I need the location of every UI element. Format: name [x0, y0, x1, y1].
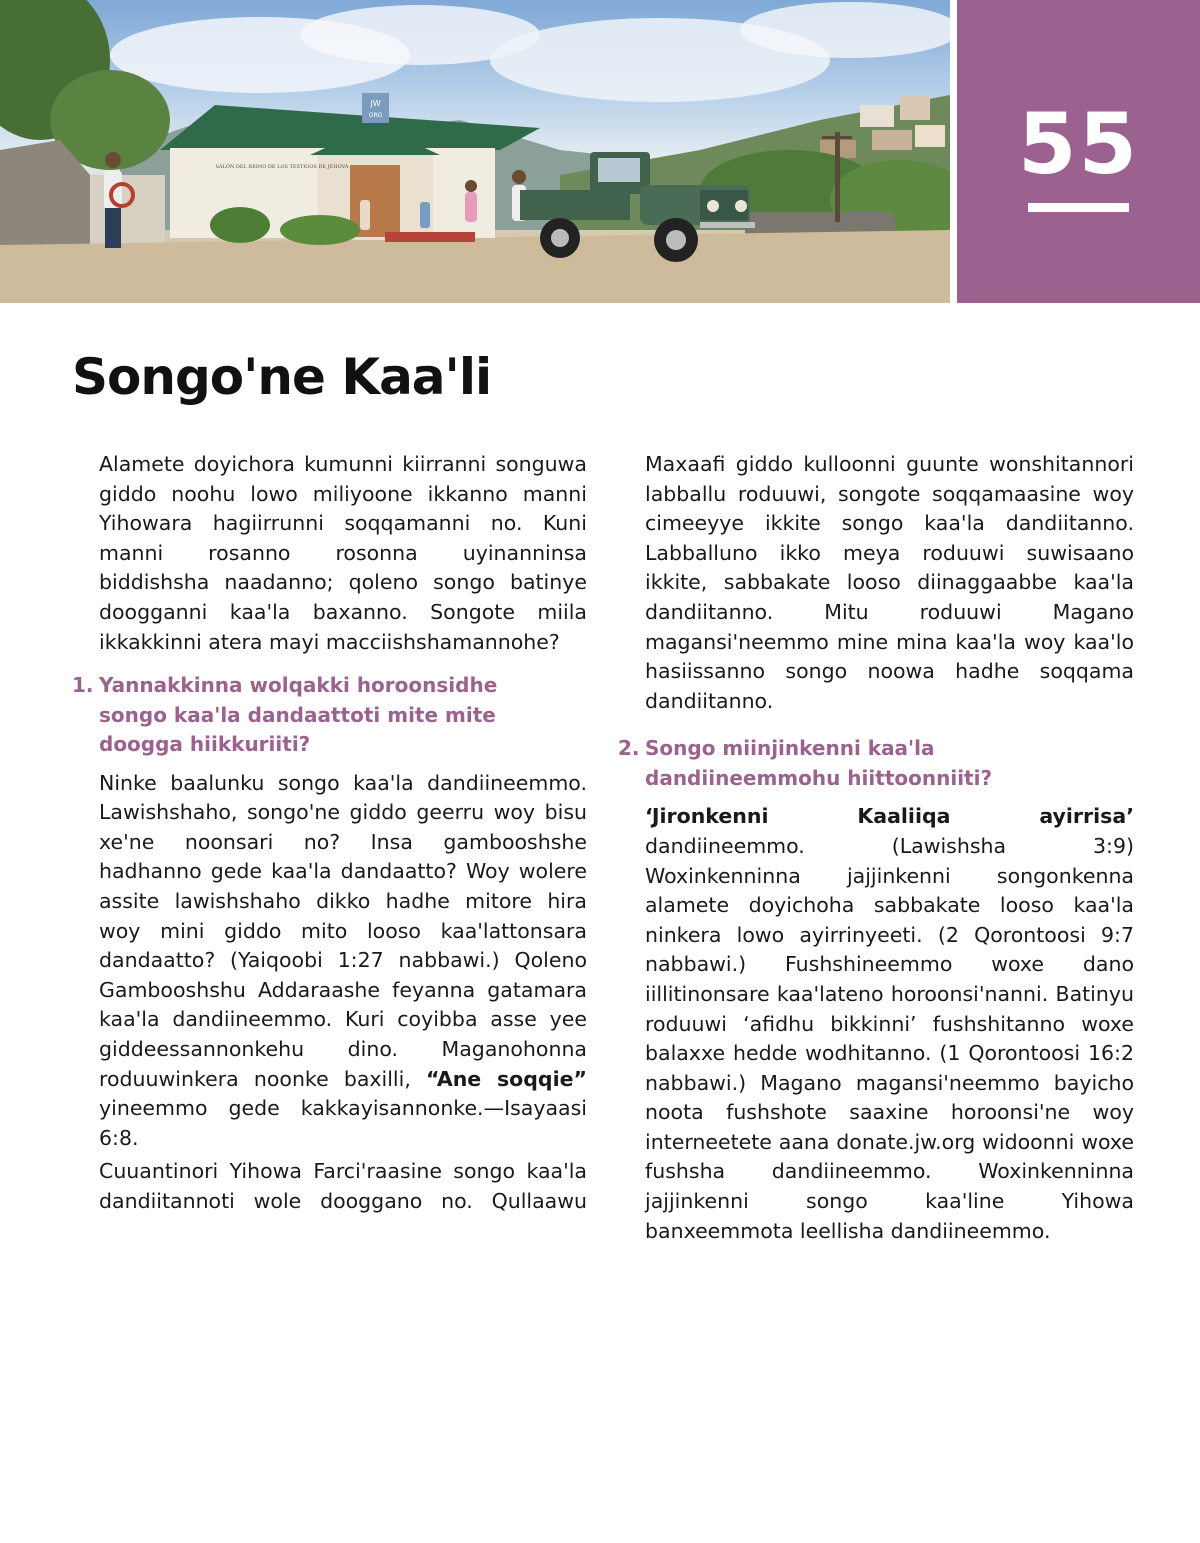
- paragraph-1-text: Ninke baalunku songo kaa'la dandiineemmo. Lawishshaho, songo'ne giddo geerru woy bisu xe'ne noonsari no? Insa gambooshshe hadhanno gede kaa'la dandaatto? Woy wolere assite lawishshaho dikko hadhe mitore hira woy mini giddo mito looso kaa'lattonsara dandaatto? (Yaiqoobi 1:27 nabbawi.) Qoleno Gambooshshu Addaraashe feyanna gatamara kaa'la dandiineemmo. Kuri coyibba asse yee giddeessannonkehu dino. Maganohonna roduuwinkera noonke baxilli,: [99, 770, 587, 1091]
- paragraph-3-emphasis: ‘Jironkenni Kaaliiqa ayirrisa’: [645, 804, 1134, 829]
- page-title: Songo'ne Kaa'li: [72, 348, 492, 406]
- paragraph-1: [99, 769, 587, 1154]
- intro-paragraph: Alamete doyichora kumunni kiirranni songuwa giddo noohu lowo miliyoone ikkanno manni Yihowara hagiirrunni soqqamanni no. Kuni manni rosanno rosonna uyinanninsa biddishsha naadanno; qoleno songo batinye doogganni kaa'la baxanno. Songote miila ikkakkinni atera mayi macciishshamannohe?: [99, 452, 587, 654]
- svg-text:JW: JW: [370, 99, 381, 108]
- left-column: [72, 450, 587, 1221]
- paragraph-1-text-end: yineemmo gede kakkayisannonke.—Isayaasi 6:8.: [99, 1096, 587, 1150]
- paragraph-2-continued: Maxaafi giddo kulloonni guunte wonshitannori labballu roduuwi, songote soqqamaasine woy cimeeyye ikkite songo kaa'la dandiitanno. Labballuno ikko meya roduuwi suwisaano ikkite, sabbakate looso diinaggaabbe kaa'la dandiitanno. Mitu roduuwi Magano magansi'neemmo mine mina kaa'la woy kaa'lo hasiissanno songo noowa hadhe soqqama dandiitanno.: [645, 452, 1134, 713]
- svg-text:ORG: ORG: [368, 112, 383, 119]
- paragraph-1-emphasis: “Ane soqqie”: [426, 1066, 588, 1091]
- right-column: [618, 450, 1134, 1250]
- lesson-number: 55: [1018, 95, 1139, 193]
- question-1-text: Yannakkinna wolqakki horoonsidhe songo kaa'la dandaattoti mite mite doogga hiikkuriiti?: [99, 673, 498, 757]
- paragraph-2: Cuuantinori Yihowa Farci'raasine songo kaa'la dandiitannoti wole dooggano no. Qullaawu: [99, 1159, 587, 1213]
- header-photo: [0, 0, 950, 303]
- question-1-number: 1.: [72, 673, 94, 698]
- question-1-heading: [72, 671, 587, 760]
- kingdom-hall-illustration: [0, 0, 950, 303]
- paragraph-3: [645, 802, 1134, 1246]
- paragraph-3-text: dandiineemmo. (Lawishsha 3:9) Woxinkenninna jajjinkenni songonkenna alamete doyichoha sabbakate looso kaa'la ninkera lowo ayirrinyeeti. (2 Qorontoosi 9:7 nabbawi.) Fushshineemmo woxe dano iillitinonsare kaa'lateno horoonsi'nanni. Batinyu roduuwi ‘afidhu bikkinni’ fushshitanno woxe balaxxe hedde wodhitanno. (1 Qorontoosi 16:2 nabbawi.) Magano magansi'neemmo bayicho noota fushshote saaxine horoonsi'ne woy interneetete aana donate.jw.org widoonni woxe fushsha dandiineemmo. Woxinkenninna jajjinkenni songo kaa'line Yihowa banxeemmota leellisha dandiineemmo.: [645, 833, 1134, 1243]
- question-2-text: Songo miinjinkenni kaa'la dandiineemmohu hiittoonniiti?: [645, 736, 993, 790]
- lesson-number-underline: [1028, 203, 1129, 212]
- question-2-number: 2.: [618, 736, 640, 761]
- lesson-number-box: [957, 0, 1200, 303]
- question-2-heading: [618, 734, 1134, 793]
- svg-text:SALÓN DEL REINO DE LOS TESTIGO: SALÓN DEL REINO DE LOS TESTIGOS DE JEHOVÁ: [215, 164, 349, 170]
